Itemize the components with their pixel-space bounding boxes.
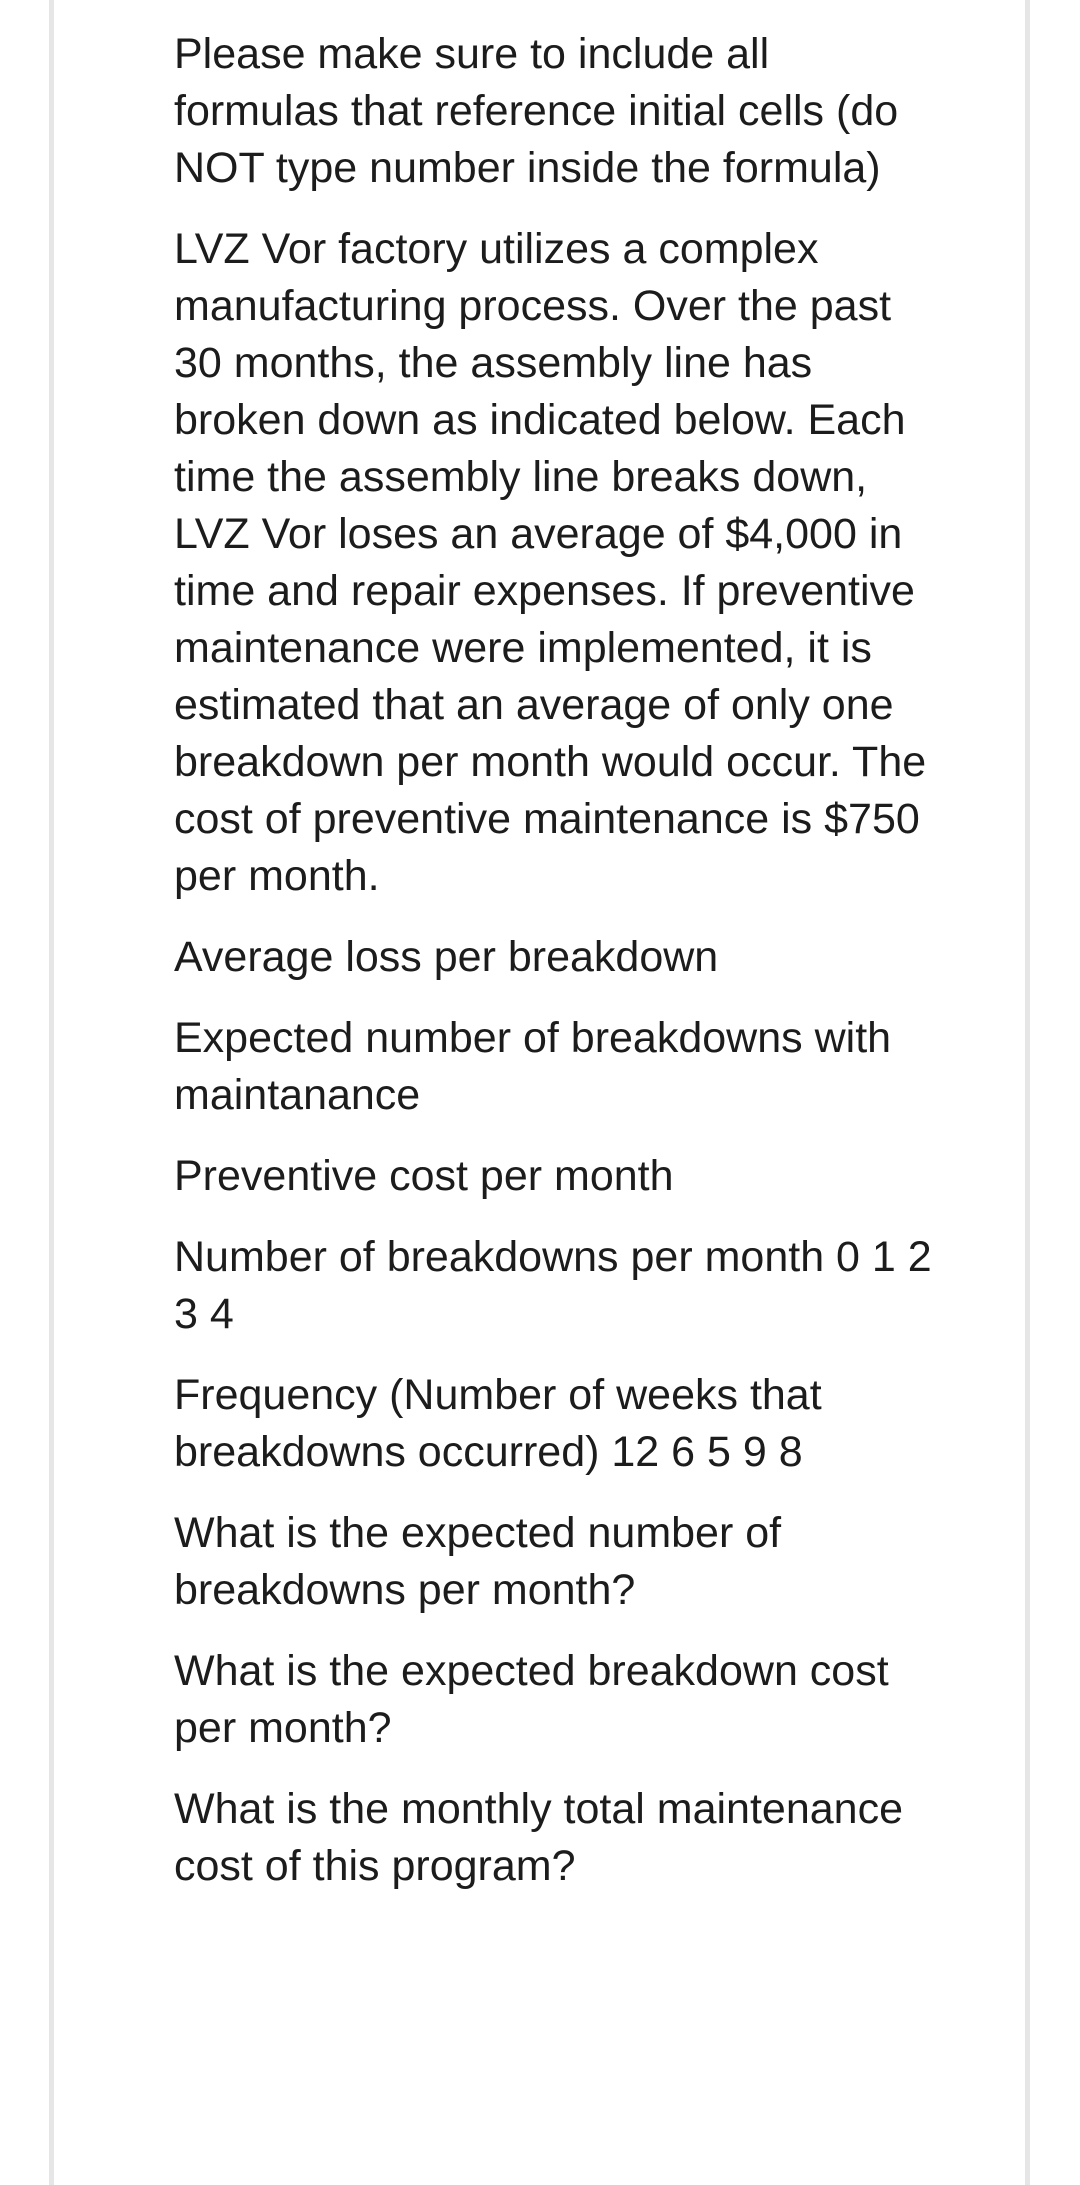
question-total-cost: What is the monthly total maintenance cost of this program? — [174, 1785, 903, 1890]
label-average-loss: Average loss per breakdown — [174, 933, 719, 981]
label-preventive-cost: Preventive cost per month — [174, 1152, 674, 1200]
label-frequency: Frequency (Number of weeks that breakdowns occurred) 12 6 5 9 8 — [174, 1371, 822, 1476]
question-expected-number: What is the expected number of breakdowns per month? — [174, 1509, 782, 1614]
question-text — [174, 26, 934, 1919]
instructions-paragraph: Please make sure to include all formulas that reference initial cells (do NOT type number inside the formula) — [174, 30, 899, 192]
label-expected-breakdowns-maintenance: Expected number of breakdowns with maintanance — [174, 1014, 892, 1119]
problem-description: LVZ Vor factory utilizes a complex manufacturing process. Over the past 30 months, the assembly line has broken down as indicated below. Each time the assembly line breaks down, LVZ Vor loses an average of $4,000 in time and repair expenses. If preventive maintenance were implemented, it is estimated that an average of only one breakdown per month would occur. The cost of preventive maintenance is $750 per month. — [174, 225, 927, 900]
label-breakdowns-per-month: Number of breakdowns per month 0 1 2 3 4 — [174, 1233, 932, 1338]
question-expected-cost: What is the expected breakdown cost per month? — [174, 1647, 889, 1752]
